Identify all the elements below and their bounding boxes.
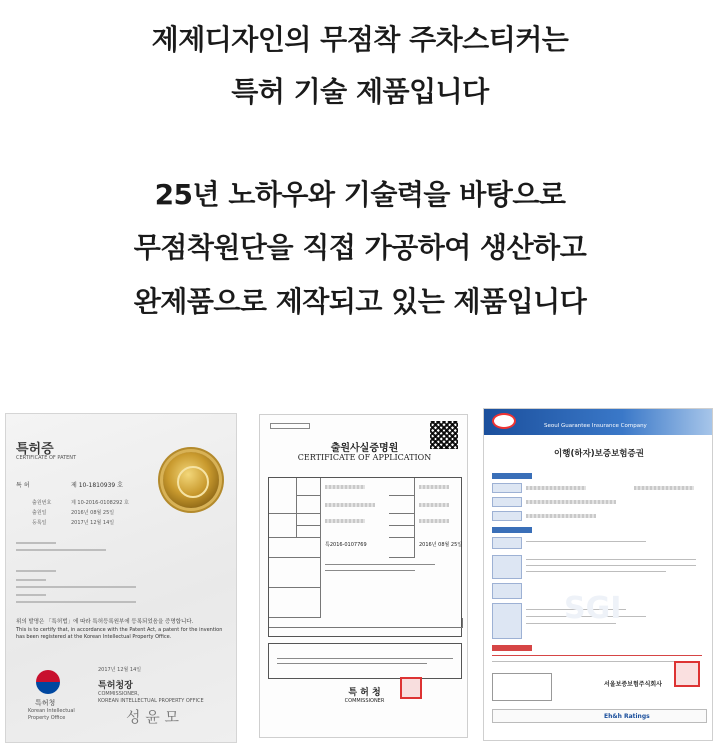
- body-line-3: 완제품으로 제작되고 있는 제품입니다: [133, 285, 587, 318]
- patent-reg-date: 2017년 12월 14일: [71, 520, 115, 526]
- insurance-header-bar: [484, 409, 713, 435]
- patent-office-en-1: Korean Intellectual: [28, 708, 75, 714]
- patent-signature: 성 윤 모: [126, 708, 180, 726]
- insurance-title: 이행(하자)보증보험증권: [554, 449, 644, 459]
- patent-office-en-2: Property Office: [28, 715, 66, 721]
- insurance-watermark: SGI: [564, 591, 622, 626]
- insurance-info-box: [492, 673, 552, 701]
- application-note-box: [268, 643, 462, 679]
- patent-statement-en-2: has been registered at the Korean Intellectual Property Office.: [16, 634, 172, 640]
- patent-statement-en-1: This is to certify that, in accordance with the Patent Act, a patent for the invention: [16, 627, 223, 633]
- patent-certificate-image: 특허증 CERTIFICATE OF PATENT 특 허 제 10-1810939 호 출원번호 제 10-2016-0108292 호 출원일 2016년 08월 25일 등록일 2017년 12월 14일 위의 발명은 「특허법」에 따라 특허등록원부에 등록되었음을 증명합니다. This is to certify that, in accordance with the Patent Act, a patent for the invention has been registered at the Korean Intellectual Property Office. 2017년 12월 14일 특허청장 COMMISSIONER, KOREAN INTELLECTUAL PROPERTY OFFICE 특허청 Korean Intellectual Property Office 성 윤 모: [5, 413, 237, 743]
- gold-seal-icon: [163, 452, 219, 508]
- patent-statement: 위의 발명은 「특허법」에 따라 특허등록원부에 등록되었음을 증명합니다.: [16, 619, 194, 625]
- body-line-1: 25년 노하우와 기술력을 바탕으로: [154, 178, 566, 211]
- patent-number: 제 10-1810939 호: [71, 482, 123, 489]
- application-form-table: [268, 477, 462, 637]
- insurance-footer-logo: Eh&h Ratings: [604, 713, 650, 720]
- insurance-certificate-image: [483, 408, 713, 741]
- application-filing: 2016년 08월 25일: [419, 542, 463, 548]
- headline-line-2: 특허 기술 제품입니다: [231, 75, 489, 108]
- headline-line-1: 제제디자인의 무점착 주차스티커는: [151, 23, 569, 56]
- patent-date-footer: 2017년 12월 14일: [98, 667, 142, 673]
- patent-commissioner-en-2: KOREAN INTELLECTUAL PROPERTY OFFICE: [98, 698, 204, 704]
- application-commissioner-en: COMMISSIONER: [344, 698, 385, 704]
- patent-office: 특허청: [35, 699, 56, 707]
- sgi-logo-icon: [492, 413, 516, 429]
- insurance-banner: Seoul Guarantee Insurance Company: [544, 423, 647, 429]
- patent-title: 특허증: [16, 442, 54, 457]
- application-number: 특2016-0107769: [325, 542, 367, 548]
- red-stamp-icon: [400, 677, 422, 699]
- application-commissioner: 특 허 청: [348, 688, 381, 698]
- insurance-footer-bar: [492, 709, 707, 723]
- patent-commissioner-en-1: COMMISSIONER,: [98, 691, 140, 697]
- application-subtitle: CERTIFICATE OF APPLICATION: [297, 453, 432, 462]
- company-seal-icon: [674, 661, 700, 687]
- insurance-company: 서울보증보험주식회사: [604, 681, 662, 688]
- application-title: 출원사실증명원: [330, 443, 399, 454]
- form-header-box: [270, 423, 310, 429]
- application-certificate-image: [259, 414, 468, 738]
- patent-filing-date: 2016년 08월 25일: [71, 510, 115, 516]
- body-line-2: 무점착원단을 직접 가공하여 생산하고: [133, 231, 587, 264]
- taeguk-logo-icon: [36, 670, 60, 694]
- patent-subtitle: CERTIFICATE OF PATENT: [16, 455, 77, 461]
- patent-app-no: 제 10-2016-0108292 호: [71, 500, 129, 506]
- patent-commissioner: 특허청장: [98, 681, 133, 691]
